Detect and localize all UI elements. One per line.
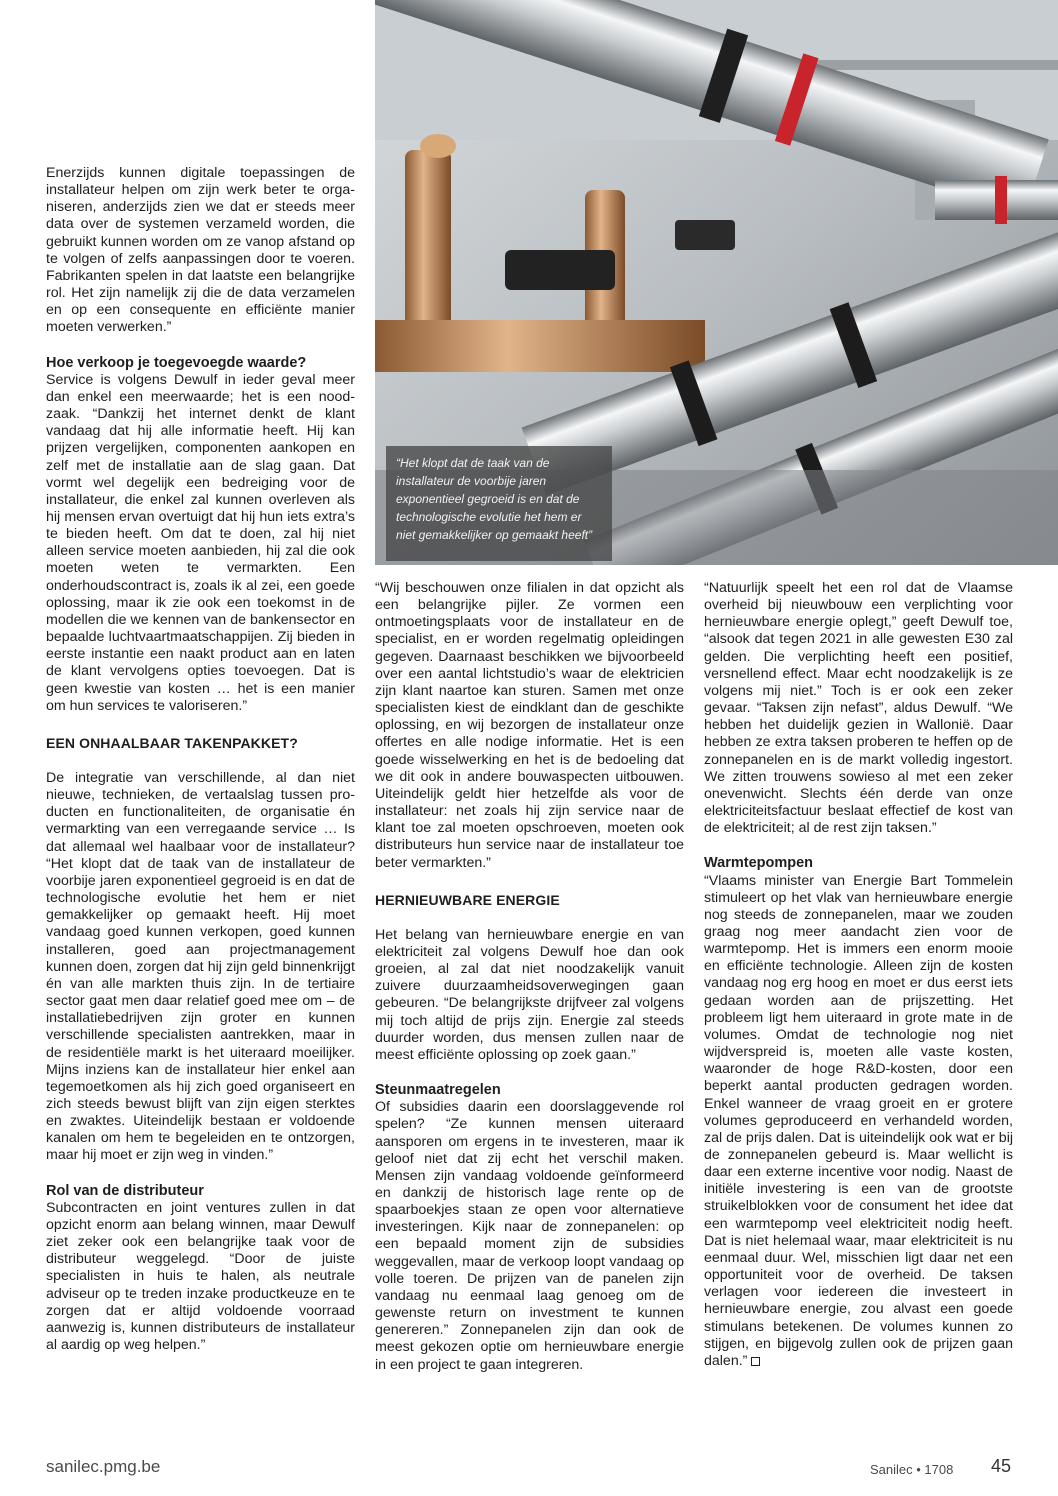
end-of-article-icon bbox=[751, 1357, 760, 1366]
page-number: 45 bbox=[991, 1456, 1012, 1476]
photo-caption: “Het klopt dat de taak van de installateur de voorbije jaren exponentieel gegroeid is en dat de technologische evolutie het hem er niet gemakkelijker op gemaakt heeft” bbox=[386, 446, 612, 561]
paragraph: De integratie van verschillende, al dan niet nieuwe, technieken, de vertaalslag tussen producten en functionaliteiten, de organisatie én vermarkting van een verregaande service … Is dat allemaal wel haalbaar voor de installateur? “Het klopt dat de taak van de installateur de voorbije jaren exponentieel gegroeid is en dat de technologische evolutie het hem er niet gemakkelijker op gemaakt heeft. Hij moet vandaag goed kunnen verkopen, goed kunnen installeren, goed aan projectmanagement kunnen doen, zorgen dat hij zijn geld binnenkrijgt én van alle markten thuis zijn. In de tertiaire sector gaat men daar relatief goed mee om – de installatiebedrijven zijn groter en kunnen verschillende specialisten aantrekken, maar in de residentiële markt is het uiteraard moeilijker. Mijns inziens kan de installateur hier enkel aan tegemoetkomen als hij zich goed organiseert en zich steeds bewust blijft van zijn eigen sterktes en zwaktes. Uiteindelijk bestaan er voldoende kanalen om hem te begeleiden en te ontzorgen, maar hij moet er zijn weg in vinden.” bbox=[46, 770, 355, 1164]
section-heading-hernieuwbare-energie: HERNIEUWBARE ENERGIE bbox=[375, 891, 560, 908]
paragraph: Het belang van hernieuwbare energie en van elektriciteit zal volgens Dewulf hoe dan ook groeien, al zal dat niet noodzakelijk vanuit zuivere duurzaamheidsoverwegingen gaan gebeuren. “De belangrijkste drijfveer zal volgens mij toch altijd de prijs zijn. Energie zal steeds duurder worden, dus mensen zullen naar de meest efficiënte oplossing op zoek gaan.” bbox=[375, 926, 684, 1063]
section-heading-takenpakket: EEN ONHAALBAAR TAKENPAKKET? bbox=[46, 734, 298, 751]
magazine-issue: Sanilec • 1708 bbox=[870, 1462, 954, 1477]
column-2 bbox=[375, 580, 684, 1374]
column-1 bbox=[46, 165, 355, 1354]
paragraph: Service is volgens Dewulf in ieder geval meer dan enkel een meerwaarde; het is een noodzaak. “Dankzij het internet denkt de klant vandaag dat hij alle informatie heeft. Hij kan prijzen vergelijken, componenten aankopen en zelf met de installatie aan de slag gaan. Dat vormt wel degelijk een bedreiging voor de installateur, die enkel zal kunnen overleven als hij mensen ervan overtuigt dat hij hun iets extra’s te bieden heeft. Om dat te doen, zal hij niet alleen service moeten aanbieden, hij zal die ook moeten weten te vermarkten. Een onderhoudscontract is, zoals ik al zei, een goede oplossing, maar ik zie ook een toekomst in de modellen die we kennen van de bankensector en bepaalde luchtvaartmaatschappijen. Zij bieden in eerste instantie een naakt product aan en laten de klant vervolgens opties toevoegen. Dat is geen kwestie van kosten … het is een manier om hun services te valoriseren.” bbox=[46, 371, 355, 714]
paragraph-final bbox=[704, 873, 1013, 1371]
website-url[interactable]: sanilec.pmg.be bbox=[46, 1457, 161, 1476]
subheading-toegevoegde-waarde: Hoe verkoop je toegevoegde waarde? bbox=[46, 354, 307, 371]
column-3 bbox=[704, 580, 1013, 1370]
paragraph: Enerzijds kunnen digitale toepassingen de installateur helpen om zijn werk beter te organiseren, anderzijds zien we dat er steeds meer data over de systemen verzameld worden, die gebruikt kunnen worden om ze vanop afstand op te volgen of zelfs aanpassingen door te voeren. Fabrikanten spelen in dat laatste een belangrijke rol. Het zijn namelijk zij die de data verzamelen en op een consequente en efficiënte manier moeten verwerken.” bbox=[46, 165, 355, 336]
subheading-warmtepompen: Warmtepompen bbox=[704, 855, 814, 872]
paragraph: Of subsidies daarin een doorslaggevende rol spelen? “Ze kunnen mensen uiteraard aansporen om ergens in te investeren, maar ik geloof niet dat zij echt het verschil maken. Mensen zijn vandaag voldoende geïnformeerd en dankzij de historisch lage rente op de spaarboekjes staan ze open voor alternatieve investeringen. Kijk naar de zonnepanelen: op een bepaald moment zijn de subsidies weggevallen, maar de verkoop loopt vandaag op volle toeren. De prijzen van de panelen zijn vandaag nu eenmaal laag genoeg om de gewenste return on investment te kunnen genereren.” Zonnepanelen zijn dan ook de meest gekozen optie om hernieuwbare energie in een project te gaan integreren. bbox=[375, 1099, 684, 1373]
paragraph: “Wij beschouwen onze filialen in dat opzicht als een belangrijke pijler. Ze vormen een ontmoetingsplaats voor de installateur en de specialist, en er worden regelmatig opleidingen gegeven. Daarnaast beschikken we bijvoorbeeld over een aantal lichtstudio’s waar de elektricien zijn klant naartoe kan sturen. Samen met onze specialisten kiest de eindklant dan de geschikte oplossing, en wij bezorgen de installateur onze offertes en alle nodige informatie. Het is een goede wisselwerking en het is de bedoeling dat we dit ook in andere bouwaspecten uitbouwen. Uiteindelijk geldt hier hetzelfde als voor de installateur: net zoals hij zijn service naar de klant toe zal moeten opschroeven, moeten ook distributeurs hun service naar de installateur toe beter vermarkten.” bbox=[375, 580, 684, 871]
paragraph-text: “Vlaams minister van Energie Bart Tommelein stimuleert op het vlak van hernieuwbare energie nog steeds de zonnepanelen, maar we zouden graag nog meer aandacht zien voor de warmtepomp. Het is immers een enorm mooie en efficiënte technologie. Alleen zijn de kosten vandaag nog erg hoog en moet er dus eerst iets gedaan worden aan de prijszetting. Het probleem ligt hem uiteraard in grote mate in de volumes. Omdat de technologie nog niet wijdverspreid is, moeten alle vaste kosten, waaronder de hoge R&D-kosten, door een beperkt aantal producten gedragen worden. Enkel wanneer de vraag groeit en er grotere volumes geproduceerd en verhandeld worden, zal de prijs dalen. Dat is uiteindelijk ook wat er bij de zonnepanelen gebeurd is. Maar wellicht is daar een externe incentive voor nodig. Naast de initiële investering is een van de grootste struikelblokken voor de consument het idee dat een warmtepomp veel elektriciteit nodig heeft. Dat is niet helemaal waar, maar elektriciteit is nu eenmaal duur. Wel, misschien ligt daar net een opportuniteit voor de overheid. De taksen verlagen voor iedereen die investeert in hernieuwbare energie, zou alvast een goede stimulans betekenen. De volumes kunnen zo stijgen, en bijgevolg zullen ook de prijzen gaan dalen.” bbox=[704, 872, 1013, 1369]
subheading-steunmaatregelen: Steunmaatregelen bbox=[375, 1082, 501, 1099]
paragraph: “Natuurlijk speelt het een rol dat de Vlaamse overheid bij nieuwbouw een verplichting voor hernieuwbare energie oplegt,” geeft Dewulf toe, “alsook dat tegen 2021 in alle gewesten E30 zal gelden. Die verplichting heeft een positief, versnellend effect. Maar echt noodzakelijk is ze volgens mij niet.” Toch is er ook een zeker gevaar. “Taksen zijn nefast”, aldus Dewulf. “We hebben het duidelijk gezien in Wallonië. Daar hebben ze extra taksen proberen te heffen op de zonnepanelen en is de markt volledig ingestort. We zitten trouwens sowieso al met een zeker onevenwicht. Slechts één derde van onze elektriciteitsfactuur beslaat effectief de kost van de elektriciteit; al de rest zijn taksen.” bbox=[704, 580, 1013, 837]
paragraph: Subcontracten en joint ventures zullen in dat opzicht enorm aan belang winnen, maar Dewulf ziet zeker ook een belangrijke taak voor de distributeur weggelegd. “Door de juiste specialisten in huis te halen, als neutrale adviseur op te treden inzake productkeuze en te zorgen dat er altijd voldoende voorraad aanwezig is, kunnen distributeurs de installateur al aardig op weg helpen.” bbox=[46, 1199, 355, 1353]
subheading-distributeur: Rol van de distributeur bbox=[46, 1182, 204, 1199]
